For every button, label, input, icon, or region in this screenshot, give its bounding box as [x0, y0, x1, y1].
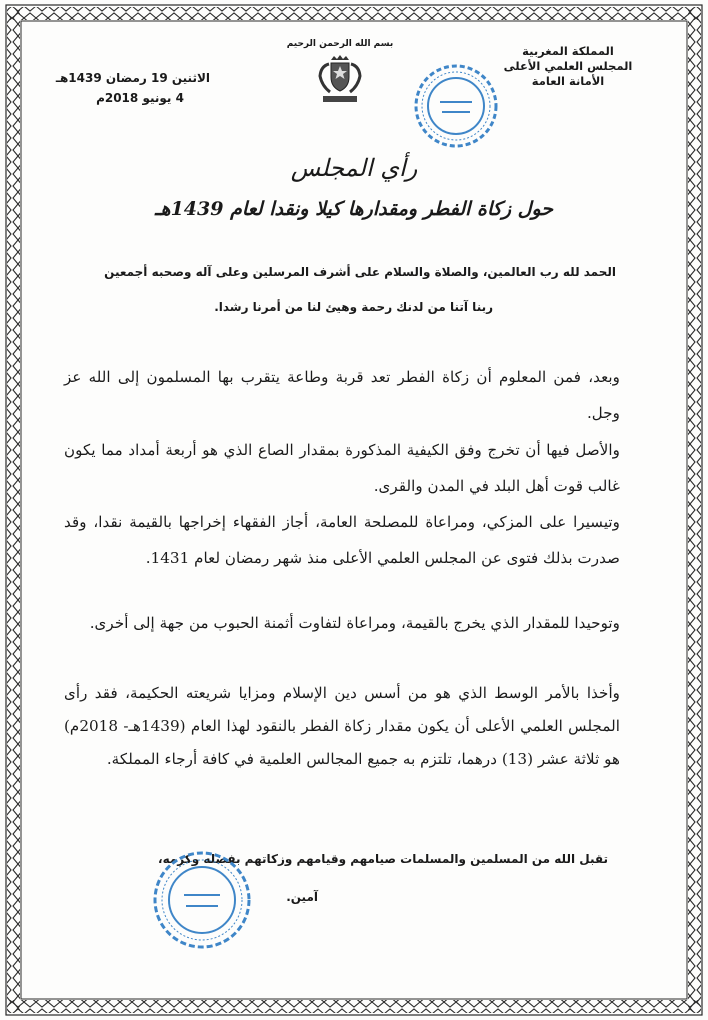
greeting-line-2: ربنا آتنا من لدنك رحمة وهيئ لنا من أمرنا رشدا. [214, 300, 493, 314]
org-line-council: المجلس العلمي الأعلى [503, 59, 633, 73]
organization-header [498, 44, 638, 89]
page-subtitle: حول زكاة الفطر ومقدارها كيلا ونقدا لعام 1439هـ [154, 198, 553, 220]
official-stamp-icon [410, 62, 502, 150]
closing-line: تقبل الله من المسلمين والمسلمات صيامهم وقيامهم وزكاتهم بفضله وكرمه، [158, 852, 608, 866]
org-line-kingdom: المملكة المغربية [522, 44, 614, 58]
body-paragraph: والأصل فيها أن تخرج وفق الكيفية المذكورة بمقدار الصاع الذي هو أربعة أمداد مما يكون غالب قوت أهل البلد في المدن والقرى. [64, 441, 620, 495]
date-hijri: الاثنين 19 رمضان 1439هـ [55, 71, 210, 85]
body-paragraph: وأخذا بالأمر الوسط الذي هو من أسس دين الإسلام ومزايا شريعته الحكيمة، فقد رأى المجلس العلمي الأعلى أن يكون مقدار زكاة الفطر بالنقود لهذا العام (1439هـ- 2018م) هو ثلاثة عشر (13) درهما، تلتزم به جميع المجالس العلمية في كافة أرجاء المملكة. [64, 684, 620, 768]
body-paragraph: وتيسيرا على المزكي، ومراعاة للمصلحة العامة، أجاز الفقهاء إخراجها بالقيمة نقدا، وقد صدرت بذلك فتوى عن المجلس العلمي الأعلى منذ شهر رمضان لعام 1431. [64, 513, 620, 567]
closing-amen: آمين. [286, 890, 318, 904]
coat-of-arms-icon [311, 54, 369, 108]
page-title: رأي المجلس [290, 154, 418, 182]
official-stamp-icon [150, 848, 254, 952]
org-line-secretariat: الأمانة العامة [531, 74, 605, 88]
body-paragraph: وبعد، فمن المعلوم أن زكاة الفطر تعد قربة وطاعة يتقرب بها المسلمون إلى الله عز وجل. [64, 368, 620, 422]
document-date [55, 68, 210, 108]
date-gregorian: 4 يونيو 2018م [96, 91, 184, 105]
greeting-line-1: الحمد لله رب العالمين، والصلاة والسلام على أشرف المرسلين وعلى آله وصحبه أجمعين [104, 265, 616, 279]
body-paragraph: وتوحيدا للمقدار الذي يخرج بالقيمة، ومراعاة لتفاوت أثمنة الحبوب من جهة إلى أخرى. [89, 614, 620, 632]
bismillah: بسم الله الرحمن الرحيم [286, 39, 394, 49]
